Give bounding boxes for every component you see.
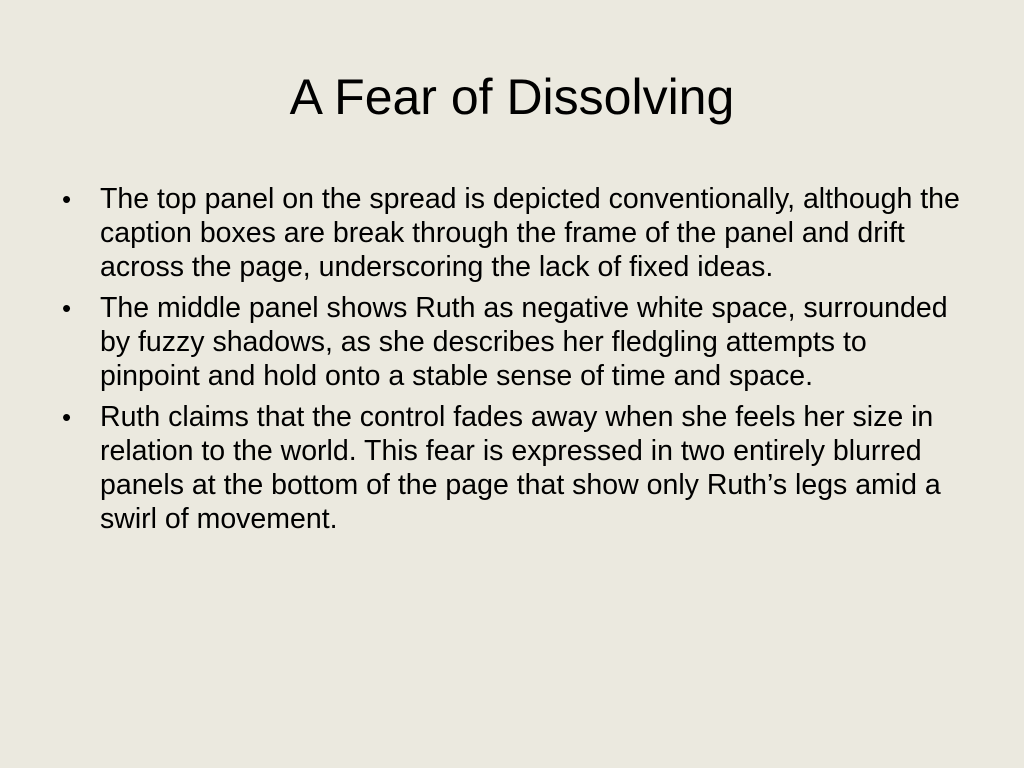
bullet-text: The middle panel shows Ruth as negative white space, surrounded by fuzzy shadows, as she describes her fledgling attempts to pinpoint and hold onto a stable sense of time and space. [100, 292, 948, 392]
bullet-item [62, 182, 968, 284]
bullet-item [62, 400, 968, 536]
bullet-icon: • [62, 184, 72, 214]
bullet-icon: • [62, 293, 72, 323]
bullet-text: Ruth claims that the control fades away when she feels her size in relation to the world. This fear is expressed in two entirely blurred panels at the bottom of the page that show only Ruth’s legs amid a swirl of movement. [100, 401, 941, 535]
bullet-item [62, 291, 968, 393]
slide-title: A Fear of Dissolving [289, 69, 735, 125]
bullet-icon: • [62, 402, 72, 432]
bullet-list [62, 182, 968, 543]
bullet-text: The top panel on the spread is depicted conventionally, although the caption boxes are break through the frame of the panel and drift across the page, underscoring the lack of fixed ideas. [100, 183, 960, 283]
